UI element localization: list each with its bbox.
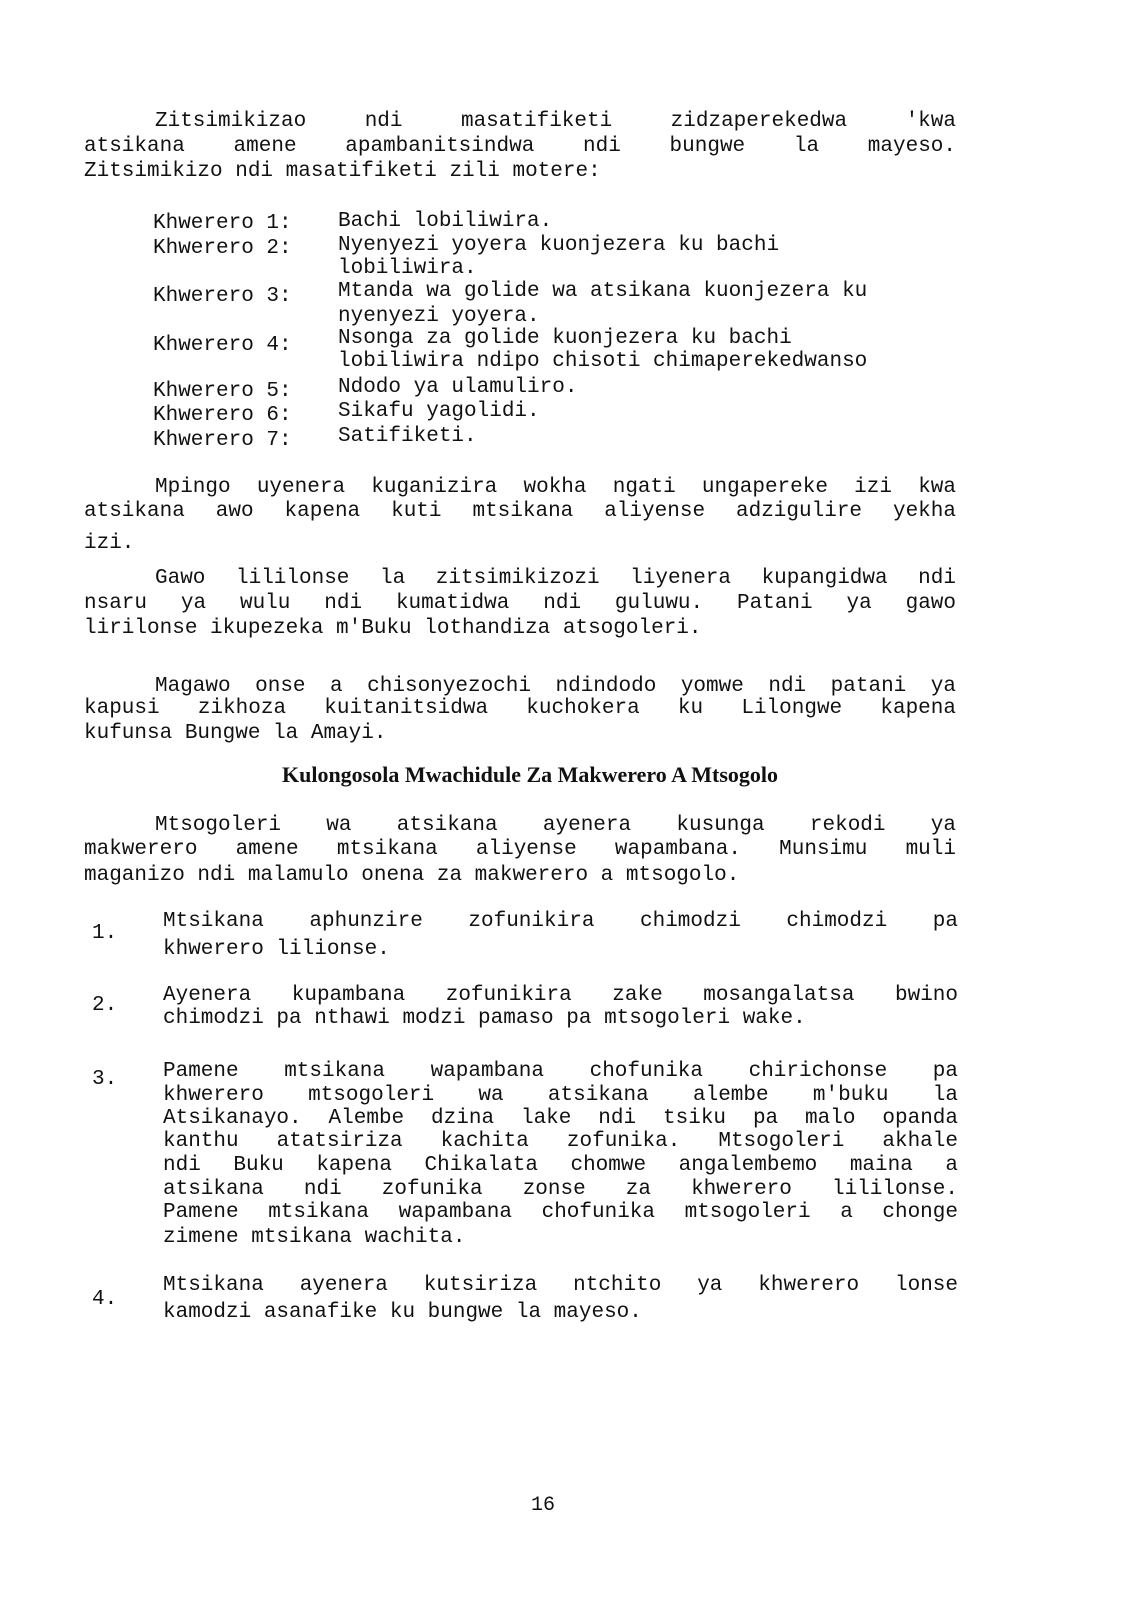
khwerero-text: Sikafu yagolidi. [338, 400, 540, 423]
item-line: zimene mtsikana wachita. [163, 1226, 466, 1249]
item-number: 1. [92, 922, 118, 945]
text-line: atsikana awo kapena kuti mtsikana aliyense adzigulire yekha [84, 500, 956, 523]
text-line: nsaru ya wulu ndi kumatidwa ndi guluwu. Patani ya gawo [84, 592, 956, 615]
item-line: atsikana ndi zofunika zonse za khwerero lililonse. [163, 1178, 958, 1201]
khwerero-label: Khwerero 4: [153, 334, 292, 357]
khwerero-text: Satifiketi. [338, 425, 477, 448]
item-line: Pamene mtsikana wapambana chofunika chirichonse pa [163, 1060, 958, 1083]
item-line: Ayenera kupambana zofunikira zake mosangalatsa bwino [163, 984, 958, 1007]
khwerero-label: Khwerero 1: [153, 212, 292, 235]
page-number: 16 [530, 1494, 555, 1517]
khwerero-text: lobiliwira ndipo chisoti chimaperekedwanso [338, 350, 868, 373]
text-line: izi. [84, 532, 135, 555]
item-number: 3. [92, 1068, 118, 1091]
khwerero-text: lobiliwira. [338, 257, 477, 280]
text-line: Magawo onse a chisonyezochi ndindodo yomwe ndi patani ya [155, 675, 956, 698]
item-line: kamodzi asanafike ku bungwe la mayeso. [163, 1301, 642, 1324]
item-line: Mtsikana ayenera kutsiriza ntchito ya khwerero lonse [163, 1274, 958, 1297]
text-line: Zitsimikizo ndi masatifiketi zili motere: [84, 160, 601, 183]
text-line: atsikana amene apambanitsindwa ndi bungwe la mayeso. [84, 135, 956, 158]
item-line: ndi Buku kapena Chikalata chomwe angalembemo maina a [163, 1154, 958, 1177]
item-line: Pamene mtsikana wapambana chofunika mtsogoleri a chonge [163, 1201, 958, 1224]
text-line: Mtsogoleri wa atsikana ayenera kusunga rekodi ya [155, 814, 956, 837]
item-line: Mtsikana aphunzire zofunikira chimodzi chimodzi pa [163, 910, 958, 933]
khwerero-label: Khwerero 6: [153, 404, 292, 427]
section-heading: Kulongosola Mwachidule Za Makwerero A Mtsogolo [281, 762, 779, 787]
khwerero-text: Mtanda wa golide wa atsikana kuonjezera ku [338, 280, 868, 303]
text-line: kufunsa Bungwe la Amayi. [84, 722, 387, 745]
text-line: kapusi zikhoza kuitanitsidwa kuchokera ku Lilongwe kapena [84, 697, 956, 720]
khwerero-text: Bachi lobiliwira. [338, 210, 553, 233]
khwerero-text: Nyenyezi yoyera kuonjezera ku bachi [338, 234, 780, 257]
item-line: Atsikanayo. Alembe dzina lake ndi tsiku pa malo opanda [163, 1107, 958, 1130]
text-line: lirilonse ikupezeka m'Buku lothandiza atsogoleri. [84, 617, 702, 640]
item-number: 4. [92, 1288, 118, 1311]
khwerero-text: nyenyezi yoyera. [338, 305, 540, 328]
text-line: Gawo lililonse la zitsimikizozi liyenera kupangidwa ndi [155, 567, 956, 590]
text-line: Zitsimikizao ndi masatifiketi zidzaperekedwa 'kwa [155, 110, 956, 133]
text-line: maganizo ndi malamulo onena za makwerero a mtsogolo. [84, 864, 740, 887]
item-line: khwerero lilionse. [163, 938, 390, 961]
khwerero-label: Khwerero 2: [153, 237, 292, 260]
khwerero-label: Khwerero 3: [153, 285, 292, 308]
item-line: khwerero mtsogoleri wa atsikana alembe m'buku la [163, 1084, 958, 1107]
khwerero-text: Ndodo ya ulamuliro. [338, 376, 578, 399]
text-line: makwerero amene mtsikana aliyense wapambana. Munsimu muli [84, 838, 956, 861]
khwerero-label: Khwerero 5: [153, 380, 292, 403]
text-line: Mpingo uyenera kuganizira wokha ngati ungapereke izi kwa [155, 476, 956, 499]
item-number: 2. [92, 994, 118, 1017]
khwerero-label: Khwerero 7: [153, 429, 292, 452]
item-line: kanthu atatsiriza kachita zofunika. Mtsogoleri akhale [163, 1130, 958, 1153]
khwerero-text: Nsonga za golide kuonjezera ku bachi [338, 327, 792, 350]
item-line: chimodzi pa nthawi modzi pamaso pa mtsogoleri wake. [163, 1007, 806, 1030]
